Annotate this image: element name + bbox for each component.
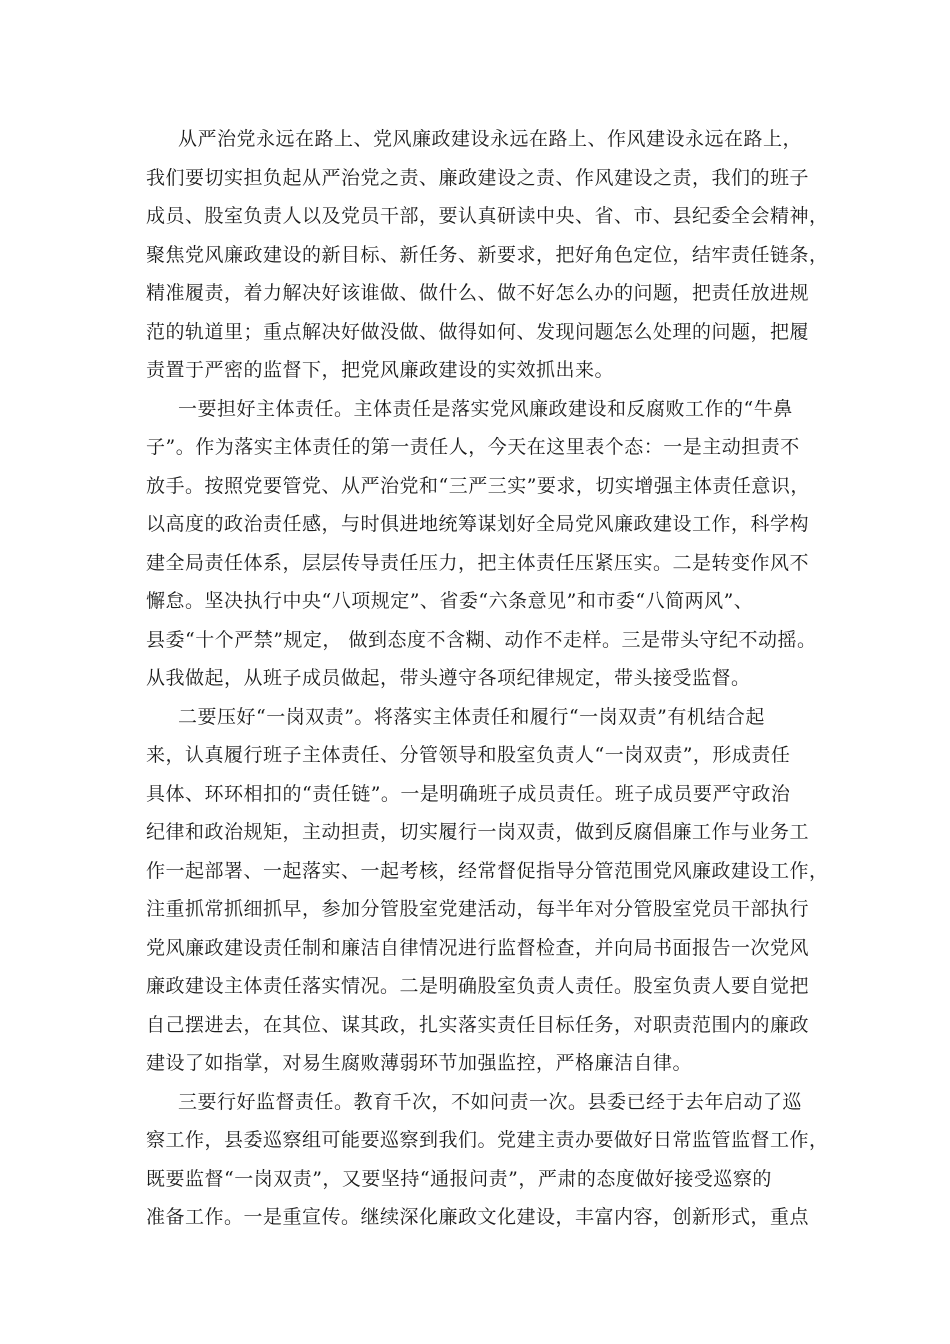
paragraph-line: 从我做起，从班子成员做起，带头遵守各项纪律规定，带头接受监督。 — [146, 667, 751, 689]
paragraph-line: 注重抓常抓细抓早，参加分管股室党建活动，每半年对分管股室党员干部执行 — [146, 898, 810, 920]
paragraph-line: 子”。作为落实主体责任的第一责任人，今天在这里表个态：一是主动担责不 — [146, 436, 800, 458]
document-body — [146, 120, 829, 1237]
paragraph-line: 县委“十个严禁”规定， 做到态度不含糊、动作不走样。三是带头守纪不动摇。 — [146, 628, 817, 651]
paragraph-line: 既要监督“一岗双责”，又要坚持“通报问责”，严肃的态度做好接受巡察的 — [146, 1167, 772, 1190]
paragraph-line: 我们要切实担负起从严治党之责、廉政建设之责、作风建设之责，我们的班子 — [146, 166, 810, 189]
paragraph-line: 具体、环环相扣的“责任链”。一是明确班子成员责任。班子成员要严守政治 — [146, 782, 791, 805]
paragraph-line: 建设了如指掌，对易生腐败薄弱环节加强监控，严格廉洁自律。 — [146, 1052, 693, 1074]
paragraph-line: 三要行好监督责任。教育千次，不如问责一次。县委已经于去年启动了巡 — [178, 1090, 803, 1113]
paragraph-line: 从严治党永远在路上、党风廉政建设永远在路上、作风建设永远在路上， — [178, 128, 803, 150]
paragraph-line: 放手。按照党要管党、从严治党和“三严三实”要求，切实增强主体责任意识， — [146, 474, 810, 497]
paragraph-line: 作一起部署、一起落实、一起考核，经常督促指导分管范围党风廉政建设工作， — [146, 859, 829, 882]
paragraph-line: 准备工作。一是重宣传。继续深化廉政文化建设，丰富内容，创新形式，重点 — [146, 1206, 810, 1228]
paragraph-line: 以高度的政治责任感，与时俱进地统筹谋划好全局党风廉政建设工作，科学构 — [146, 513, 810, 535]
paragraph-line: 责置于严密的监督下，把党风廉政建设的实效抓出来。 — [146, 359, 615, 381]
paragraph-line: 范的轨道里；重点解决好做没做、做得如何、发现问题怎么处理的问题，把履 — [146, 320, 810, 343]
paragraph-line: 懈怠。坚决执行中央“八项规定”、省委“六条意见”和市委“八简两风”、 — [146, 590, 754, 612]
paragraph-line: 自己摆进去，在其位、谋其政，扎实落实责任目标任务，对职责范围内的廉政 — [146, 1013, 810, 1036]
paragraph-line: 建全局责任体系，层层传导责任压力，把主体责任压紧压实。二是转变作风不 — [146, 551, 810, 574]
paragraph-line: 聚焦党风廉政建设的新目标、新任务、新要求，把好角色定位，结牢责任链条， — [146, 243, 829, 266]
paragraph-line: 成员、股室负责人以及党员干部，要认真研读中央、省、市、县纪委全会精神， — [146, 205, 829, 227]
paragraph-line: 来，认真履行班子主体责任、分管领导和股室负责人“一岗双责”，形成责任 — [146, 744, 791, 766]
paragraph-line: 一要担好主体责任。主体责任是落实党风廉政建设和反腐败工作的“牛鼻 — [178, 397, 793, 420]
paragraph-line: 纪律和政治规矩，主动担责，切实履行一岗双责，做到反腐倡廉工作与业务工 — [146, 821, 810, 843]
paragraph-line: 廉政建设主体责任落实情况。二是明确股室负责人责任。股室负责人要自觉把 — [146, 975, 810, 997]
paragraph-line: 察工作，县委巡察组可能要巡察到我们。党建主责办要做好日常监管监督工作， — [146, 1129, 829, 1151]
paragraph-line: 精准履责，着力解决好该谁做、做什么、做不好怎么办的问题，把责任放进规 — [146, 282, 810, 304]
paragraph-line: 二要压好“一岗双责”。将落实主体责任和履行“一岗双责”有机结合起 — [178, 705, 765, 728]
paragraph-line: 党风廉政建设责任制和廉洁自律情况进行监督检查，并向局书面报告一次党风 — [146, 936, 810, 959]
